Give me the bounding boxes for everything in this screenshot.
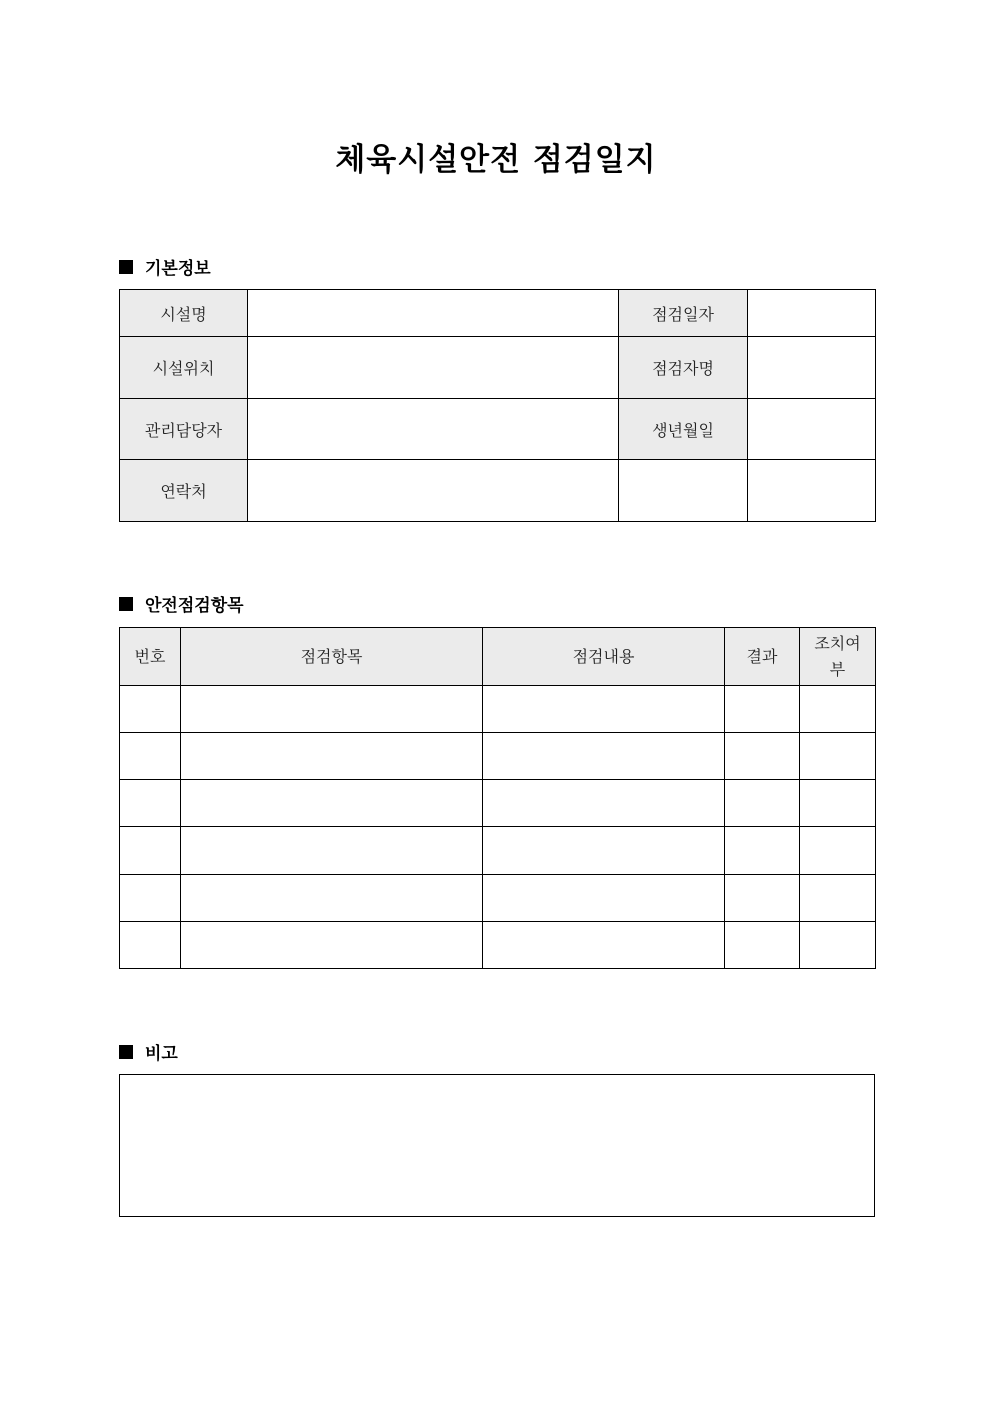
facility-name-label: 시설명 xyxy=(120,290,248,337)
manager-field[interactable] xyxy=(248,399,619,460)
birth-date-field[interactable] xyxy=(748,399,876,460)
contact-field[interactable] xyxy=(248,460,619,522)
table-cell[interactable] xyxy=(725,875,800,922)
table-cell[interactable] xyxy=(800,733,876,780)
table-cell[interactable] xyxy=(483,780,725,827)
column-header-number: 번호 xyxy=(120,628,181,686)
inspection-date-field[interactable] xyxy=(748,290,876,337)
table-cell[interactable] xyxy=(120,780,181,827)
column-header-check-content: 점검내용 xyxy=(483,628,725,686)
notes-field[interactable] xyxy=(119,1074,875,1217)
table-row xyxy=(120,922,876,969)
table-cell[interactable] xyxy=(725,922,800,969)
birth-date-label: 생년월일 xyxy=(619,399,748,460)
table-cell[interactable] xyxy=(120,733,181,780)
table-cell[interactable] xyxy=(120,922,181,969)
inspector-name-label: 점검자명 xyxy=(619,337,748,399)
table-header-row xyxy=(120,628,876,686)
table-row xyxy=(120,686,876,733)
table-cell[interactable] xyxy=(483,827,725,875)
section-heading-label: 안전점검항목 xyxy=(145,596,244,616)
table-cell[interactable] xyxy=(483,686,725,733)
table-row xyxy=(120,337,876,399)
table-cell[interactable] xyxy=(725,827,800,875)
table-cell[interactable] xyxy=(181,922,483,969)
basic-info-table xyxy=(119,289,876,522)
contact-label: 연락처 xyxy=(120,460,248,522)
square-bullet-icon xyxy=(119,1045,133,1059)
table-cell[interactable] xyxy=(725,686,800,733)
safety-check-table xyxy=(119,627,876,969)
table-cell[interactable] xyxy=(120,875,181,922)
inspector-name-field[interactable] xyxy=(748,337,876,399)
table-cell[interactable] xyxy=(800,780,876,827)
section-heading-safety-check xyxy=(119,591,244,616)
column-header-action-taken: 조치여부 xyxy=(800,628,876,686)
table-cell[interactable] xyxy=(181,875,483,922)
table-cell[interactable] xyxy=(800,686,876,733)
empty-cell[interactable] xyxy=(748,460,876,522)
table-cell[interactable] xyxy=(120,686,181,733)
table-cell[interactable] xyxy=(181,827,483,875)
inspection-date-label: 점검일자 xyxy=(619,290,748,337)
square-bullet-icon xyxy=(119,260,133,274)
column-header-check-item: 점검항목 xyxy=(181,628,483,686)
column-header-result: 결과 xyxy=(725,628,800,686)
table-cell[interactable] xyxy=(800,875,876,922)
square-bullet-icon xyxy=(119,597,133,611)
table-cell[interactable] xyxy=(725,733,800,780)
table-cell[interactable] xyxy=(181,686,483,733)
table-row xyxy=(120,780,876,827)
section-heading-basic-info xyxy=(119,254,211,279)
table-cell[interactable] xyxy=(120,827,181,875)
section-heading-notes xyxy=(119,1039,178,1064)
table-cell[interactable] xyxy=(181,780,483,827)
table-cell[interactable] xyxy=(181,733,483,780)
table-cell[interactable] xyxy=(725,780,800,827)
table-row xyxy=(120,733,876,780)
table-row xyxy=(120,875,876,922)
table-cell[interactable] xyxy=(800,922,876,969)
document-title: 체육시설안전 점검일지 xyxy=(335,142,657,178)
table-cell[interactable] xyxy=(483,733,725,780)
table-cell[interactable] xyxy=(800,827,876,875)
facility-location-label: 시설위치 xyxy=(120,337,248,399)
table-cell[interactable] xyxy=(483,875,725,922)
facility-name-field[interactable] xyxy=(248,290,619,337)
manager-label: 관리담당자 xyxy=(120,399,248,460)
table-row xyxy=(120,399,876,460)
section-heading-label: 비고 xyxy=(145,1044,178,1064)
empty-cell[interactable] xyxy=(619,460,748,522)
table-row xyxy=(120,290,876,337)
table-row xyxy=(120,827,876,875)
facility-location-field[interactable] xyxy=(248,337,619,399)
section-heading-label: 기본정보 xyxy=(145,259,211,279)
table-cell[interactable] xyxy=(483,922,725,969)
table-row xyxy=(120,460,876,522)
